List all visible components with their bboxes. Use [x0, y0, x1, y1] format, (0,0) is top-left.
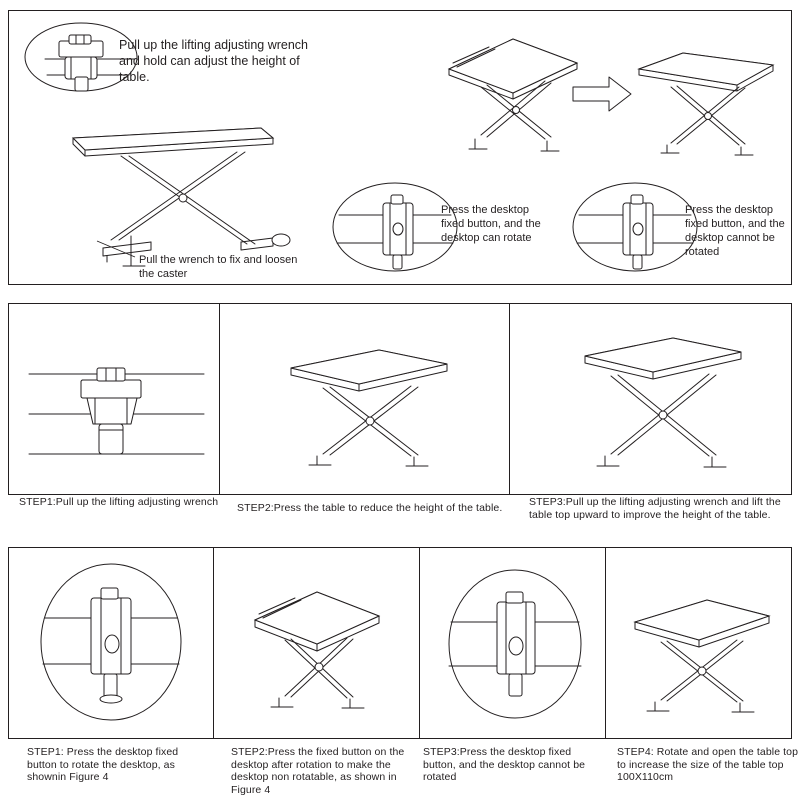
bottom-divider-2	[419, 548, 420, 738]
bottom-step3-illustration	[435, 566, 595, 721]
table-illustration-raised	[59, 116, 289, 266]
bottom-step2-caption: STEP2:Press the fixed button on the desktop after rotation to make the desktop non rotatable, as shown in Figure 4	[231, 746, 405, 796]
bottom-divider-3	[605, 548, 606, 738]
no-rotate-button-detail-illustration	[571, 181, 701, 273]
middle-step1-illustration	[29, 326, 204, 476]
middle-step2-caption: STEP2:Press the table to reduce the height of the table.	[237, 502, 503, 514]
bottom-step4-caption: STEP4: Rotate and open the table top to increase the size of the table top 100X110cm	[617, 746, 799, 783]
callout-wrench-note: Pull up the lifting adjusting wrench and hold can adjust the height of table.	[119, 38, 309, 84]
middle-step2-illustration	[275, 334, 460, 474]
rotate-note: Press the desktop fixed button, and the desktop can rotate	[441, 204, 541, 244]
middle-step3-caption: STEP3:Pull up the lifting adjusting wrench and lift the table top upward to improve the height of the table.	[529, 496, 781, 521]
table-illustration-open-top	[627, 41, 787, 156]
right-arrow-icon	[571, 73, 635, 115]
middle-row-panel	[8, 303, 792, 521]
middle-step1-caption: STEP1:Pull up the lifting adjusting wrench	[19, 496, 219, 508]
bottom-step1-illustration	[25, 560, 197, 725]
bottom-step1-caption: STEP1: Press the desktop fixed button to rotate the desktop, as shownin Figure 4	[27, 746, 179, 783]
bottom-row-panel	[8, 547, 799, 796]
middle-divider-2	[509, 304, 510, 494]
bottom-step4-illustration	[621, 590, 781, 720]
bottom-divider-1	[213, 548, 214, 738]
no-rotate-note: Press the desktop fixed button, and the desktop cannot be rotated	[685, 204, 785, 258]
top-panel	[8, 10, 792, 285]
caster-note: Pull the wrench to fix and loosen the caster	[139, 254, 298, 280]
bottom-step3-caption: STEP3:Press the desktop fixed button, and the desktop cannot be rotated	[423, 746, 586, 783]
bottom-step2-illustration	[237, 580, 397, 720]
middle-step3-illustration	[569, 330, 754, 480]
middle-divider-1	[219, 304, 220, 494]
